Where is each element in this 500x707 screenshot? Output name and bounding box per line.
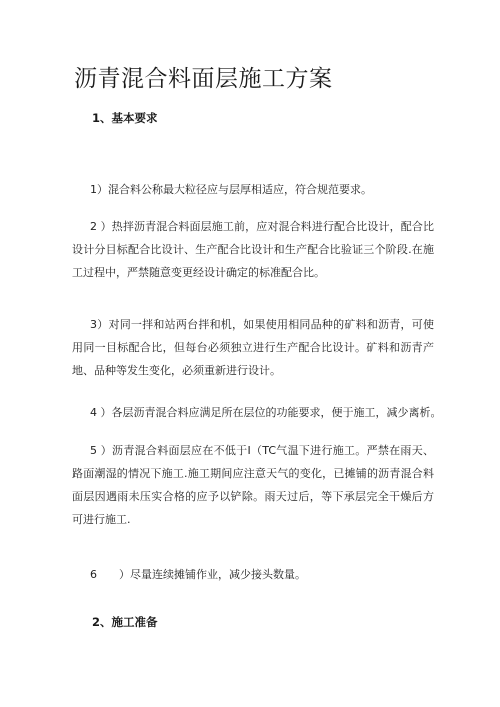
paragraph-3: 3）对同一拌和站两台拌和机，如果使用相同品种的矿料和沥青，可使用同一目标配合比，但每台必须独立进行生产配合比设计。矿料和沥青产地、品种等发生变化，必须重新进行设计。 — [72, 318, 434, 377]
section-heading-construction-preparation: 2、施工准备 — [92, 615, 158, 629]
section-heading-basic-requirements: 1、基本要求 — [92, 111, 158, 125]
paragraph-1: 1）混合料公称最大粒径应与层厚相适应，符合规范要求。 — [90, 183, 372, 196]
document-title: 沥青混合料面层施工方案 — [74, 66, 333, 92]
paragraph-5: 5 ）沥青混合料面层应在不低于I（TC气温下进行施工。严禁在雨天、路面潮湿的情况下施工.施工期间应注意天气的变化，已摊铺的沥青混合料面层因遇雨未压实合格的应予以铲除。雨天过后，等下承层完全干燥后方可进行施工. — [72, 444, 434, 526]
paragraph-6: 6 ）尽量连续摊铺作业，减少接头数量。 — [90, 568, 306, 581]
paragraph-2: 2 ）热拌沥青混合料面层施工前，应对混合料进行配合比设计，配合比设计分目标配合比设计、生产配合比设计和生产配合比验证三个阶段.在施工过程中，严禁随意变更经设计确定的标准配合比。 — [72, 220, 434, 279]
paragraph-4: 4 ）各层沥青混合料应满足所在层位的功能要求，便于施工，减少离析。 — [90, 406, 442, 419]
